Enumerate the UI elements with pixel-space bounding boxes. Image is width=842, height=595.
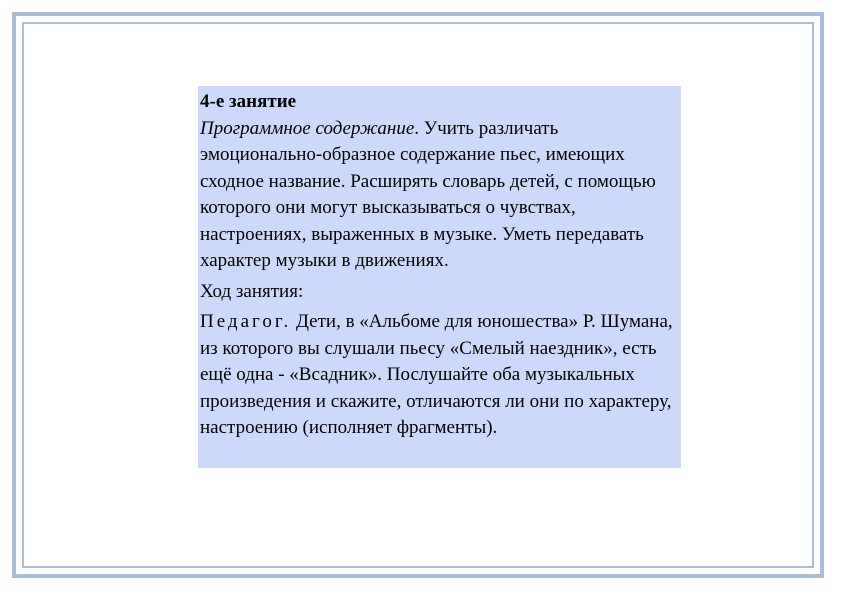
speaker-label: Педагог. <box>200 311 292 332</box>
program-content-label: Программное содержание <box>200 117 415 139</box>
lesson-text-box <box>198 86 681 468</box>
teacher-speech-text: Дети, в «Альбоме для юношества» Р. Шумана, из которого вы слушали пьесу «Смелый наездник», есть ещё одна - «Всадник». Послушайте оба музыкальных произведения и скажите, отличаются ли они по характеру, настроению (исполняет фрагменты). <box>200 311 673 438</box>
program-content-text: . Учить различать эмоционально-образное содержание пьес, имеющих сходное название. Расширять словарь детей, с помощью которого они могут высказываться о чувствах, настроениях, выраженных в музыке. Уметь передавать характер музыки в движениях. <box>200 117 656 271</box>
lesson-course-label: Ход занятия: <box>200 280 304 302</box>
teacher-speech-paragraph <box>200 309 679 442</box>
program-content-paragraph <box>200 116 679 275</box>
lesson-title: 4-е занятие <box>200 91 297 112</box>
